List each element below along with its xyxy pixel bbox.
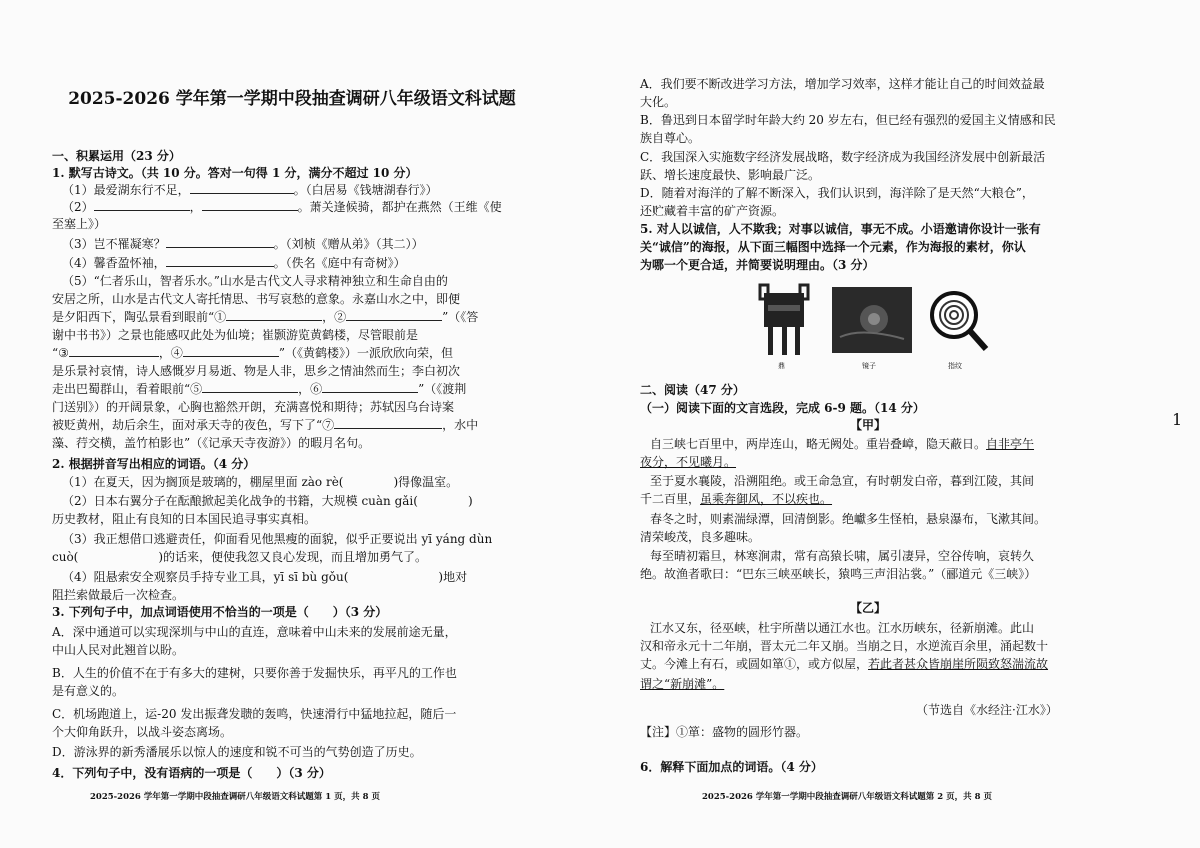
answer-blank[interactable]: [334, 417, 442, 429]
annotation-note: 【注】①箪：盛物的圆形竹器。: [640, 725, 809, 739]
text: 丈。今滩上有石，或圆如箪①，或方似屋，: [640, 657, 869, 671]
left-footer: 2025-2026 学年第一学期中段抽查调研八年级语文科试题第 1 页，共 8 页: [90, 792, 380, 802]
text: 是夕阳西下，陶弘景看到眼前“①: [52, 310, 227, 324]
question-5-cont2: 为哪一个更合适，并简要说明理由。（3 分）: [640, 258, 875, 272]
option-3a: A．深中通道可以实现深圳与中山的直连，意味着中山未来的发展前途无量，: [52, 625, 457, 639]
text: （5）“仁者乐山，智者乐水。”山水是古代文人寻求精神独立和生命自由的: [62, 274, 448, 288]
line-1-5f: 是乐景衬哀情，诗人感慨岁月易逝、物是人非，思乡之情油然而生；李白初次: [52, 364, 461, 378]
text: ”（《答: [442, 310, 479, 324]
question-2: 2. 根据拼音写出相应的词语。（4 分）: [52, 457, 256, 471]
ding-vessel-image: [758, 283, 810, 359]
question-5: 5. 对人以诚信，人不欺我；对事以诚信，事无不成。小语邀请你设计一张有: [640, 222, 1041, 236]
section-one-heading: 一、积累运用（23 分）: [52, 149, 181, 163]
text: cuò(: [52, 550, 79, 564]
yi-line-4: 谓之“新崩滩”。: [640, 677, 725, 691]
text: （2）日本右翼分子在酝酿掀起美化战争的书籍，大规模 cuàn gǎi(: [62, 494, 418, 508]
option-4d: D．随着对海洋的了解不断深入，我们认识到，海洋除了是天然“大粮仓”，: [640, 186, 1034, 200]
option-3a-cont: 中山人民对此翘首以盼。: [52, 643, 185, 657]
line-1-5g: [52, 381, 466, 398]
text: （4）馨香盈怀袖，: [62, 256, 166, 270]
answer-blank[interactable]: [322, 381, 418, 393]
yi-line-3: [640, 656, 1048, 673]
answer-blank[interactable]: [183, 345, 279, 357]
option-3c: C．机场跑道上，运-20 发出振聋发聩的轰鸣，快速滑行中猛地拉起，随后一: [52, 707, 457, 721]
text: )得像温室。: [393, 475, 459, 489]
caption-fingerprint: 指纹: [948, 362, 962, 370]
caption-ding: 鼎: [778, 362, 785, 370]
jia-line-5: [640, 511, 1046, 528]
answer-blank[interactable]: [190, 182, 294, 194]
section-two-heading: 二、阅读（47 分）: [640, 383, 745, 397]
question-3: 3. 下列句子中，加点词语使用不恰当的一项是（ ）（3 分）: [52, 605, 388, 619]
line-1-1: [52, 182, 438, 199]
text: 每至晴初霜旦，林寒涧肃，常有高猿长啸，属引凄异，空谷传响，哀转久: [650, 549, 1035, 563]
question-5-cont: 关“诚信”的海报，从下面三幅图中选择一个元素，作为海报的素材，你认: [640, 240, 1026, 254]
option-3c-cont: 个大仰角跃升，以战斗姿态离场。: [52, 725, 233, 739]
option-4a-cont: 大化。: [640, 95, 677, 109]
text: 自三峡七百里中，两岸连山，略无阙处。重岩叠嶂，隐天蔽日。: [650, 437, 987, 451]
jia-line-3: [640, 473, 1034, 490]
line-1-5b: 安居之所，山水是古代文人寄托情思、书写哀愁的意象。永嘉山水之中，即便: [52, 292, 461, 306]
line-2-3b: [52, 549, 427, 566]
line-1-5i: [52, 417, 478, 434]
text: 被贬黄州，劫后余生，面对承天寺的夜色，写下了“⑦: [52, 418, 335, 432]
line-2-1: [52, 474, 458, 491]
line-1-5h: 门送别》）的开阔景象，心胸也豁然开朗，充满喜悦和期待；苏轼因乌台诗案: [52, 400, 455, 414]
text: （2）: [62, 200, 94, 214]
text: 。（刘桢《赠从弟》（其二））: [273, 237, 424, 251]
answer-blank[interactable]: [166, 236, 274, 248]
fingerprint-magnifier-image: [926, 289, 990, 353]
text: ，②: [322, 310, 347, 324]
line-1-5c: [52, 309, 478, 326]
right-footer: 2025-2026 学年第一学期中段抽查调研八年级语文科试题第 2 页，共 8 页: [702, 792, 992, 802]
line-1-4: [52, 255, 406, 272]
mirror-image: [832, 287, 912, 353]
line-2-3: [52, 531, 492, 548]
right-page: [640, 0, 1100, 848]
left-page: [52, 0, 532, 848]
text: ，④: [158, 346, 183, 360]
jia-line-2: 夜分，不见曦月。: [640, 455, 737, 469]
text: ，: [189, 200, 202, 214]
option-4c-cont: 跃、增长速度最快、影响最广泛。: [640, 168, 821, 182]
text: （1）最爱湖东行不足，: [62, 183, 190, 197]
question-1: 1. 默写古诗文。（共 10 分。答对一句得 1 分，满分不超过 10 分）: [52, 166, 418, 180]
answer-blank[interactable]: [94, 199, 190, 211]
line-2-2: [52, 493, 473, 510]
text: 至于夏水襄陵，沿溯阻绝。或王命急宣，有时朝发白帝，暮到江陵，其间: [650, 474, 1035, 488]
jia-line-8: 绝。故渔者歌曰：“巴东三峡巫峡长，猿鸣三声泪沾裳。”（郦道元《三峡》）: [640, 567, 1037, 581]
line-1-5e: [52, 345, 453, 362]
option-4c: C．我国深入实施数字经济发展战略，数字经济成为我国经济发展中创新最活: [640, 150, 1046, 164]
jia-line-6: 清荣峻茂，良多趣味。: [640, 530, 761, 544]
option-3b: B．人生的价值不在于有多大的建树，只要你善于发掘快乐，再平凡的工作也: [52, 666, 457, 680]
jia-line-4: [640, 491, 832, 508]
line-1-2b: 至塞上》）: [52, 217, 107, 231]
page-edge-mark: 1: [1172, 410, 1183, 429]
caption-mirror: 镜子: [862, 362, 876, 370]
underlined-text: 若此者甚众皆崩崖所陨致怒湍流故: [868, 657, 1049, 671]
line-1-5d: 谢中书书》）之景也能感叹此处为仙境；崔颢游览黄鹤楼，尽管眼前是: [52, 328, 419, 342]
passage-jia-label: 【甲】: [850, 418, 887, 432]
line-2-4: [52, 569, 467, 586]
line-2-2b: 历史教材，阻止有良知的日本国民追寻事实真相。: [52, 512, 317, 526]
line-1-5j: 藻、荇交横，盖竹柏影也”（《记承天寺夜游》）的暇月名句。: [52, 436, 371, 450]
answer-blank[interactable]: [346, 309, 442, 321]
text: ”（《黄鹤楼》）一派欣欣向荣，但: [278, 346, 454, 360]
answer-blank[interactable]: [69, 345, 159, 357]
option-4a: A．我们要不断改进学习方法，增加学习效率，这样才能让自己的时间效益最: [640, 77, 1045, 91]
passage-yi-label: 【乙】: [850, 601, 887, 615]
yi-line-2: 汉和帝永元十二年崩，晋太元二年又崩。当崩之日，水逆流百余里，涌起数十: [640, 639, 1049, 653]
exam-title: 2025-2026 学年第一学期中段抽查调研八年级语文科试题: [68, 89, 516, 109]
text: 江水又东，径巫峡，杜宇所凿以通江水也。江水历峡东，径新崩滩。此山: [650, 621, 1035, 635]
jia-line-7: [640, 548, 1034, 565]
option-4b-cont: 族自尊心。: [640, 131, 701, 145]
answer-blank[interactable]: [202, 381, 298, 393]
jia-line-1: [640, 436, 1034, 453]
line-2-4b: 阻拦索做最后一次检查。: [52, 588, 185, 602]
text: )的话来，便使我忽又良心发现，而且增加勇气了。: [158, 550, 428, 564]
text: 。萧关逢候骑，都护在燕然（王维《使: [297, 200, 502, 214]
text: （1）在夏天，因为搁顶是玻璃的，棚屋里面 zào rè(: [62, 475, 344, 489]
option-4b: B．鲁迅到日本留学时年龄大约 20 岁左右，但已经有强烈的爱国主义情感和民: [640, 113, 1056, 127]
text: ): [467, 494, 473, 508]
answer-blank[interactable]: [226, 309, 322, 321]
text: ，水中: [442, 418, 479, 432]
question-6: 6．解释下面加点的词语。（4 分）: [640, 760, 823, 774]
line-1-5a: [52, 273, 448, 290]
text: （3）我正想借口逃避责任，仰面看见他黑瘦的面貌，似乎正要说出 yī yáng dùn: [62, 532, 493, 546]
yi-line-1: [640, 620, 1034, 637]
text: ”（《渡荆: [418, 382, 467, 396]
line-1-2: [52, 199, 502, 216]
option-3d: D．游泳界的新秀潘展乐以惊人的速度和锐不可当的气势创造了历史。: [52, 745, 422, 759]
text: )地对: [438, 570, 468, 584]
text: 千二百里，: [640, 492, 701, 506]
yi-source: （节选自《水经注·江水》）: [916, 703, 1058, 717]
answer-blank[interactable]: [202, 199, 298, 211]
text: 。（佚名《庭中有奇树》）: [273, 256, 406, 270]
underlined-text: 虽乘奔御风，不以疾也。: [700, 492, 833, 506]
text: “③: [52, 346, 69, 360]
text: 。（白居易《钱塘湖春行》）: [293, 183, 438, 197]
text: （3）岂不罹凝寒？: [62, 237, 166, 251]
text: 春冬之时，则素湍绿潭，回清倒影。绝巘多生怪柏，悬泉瀑布，飞漱其间。: [650, 512, 1047, 526]
text: ，⑥: [298, 382, 323, 396]
passage-instructions: （一）阅读下面的文言选段，完成 6-9 题。（14 分）: [640, 401, 925, 415]
option-4d-cont: 还贮藏着丰富的矿产资源。: [640, 204, 785, 218]
text: 走出巴蜀群山，看着眼前“⑤: [52, 382, 203, 396]
question-4: 4．下列句子中，没有语病的一项是（ ）（3 分）: [52, 766, 331, 780]
answer-blank[interactable]: [166, 255, 274, 267]
line-1-3: [52, 236, 424, 253]
poster-images: [758, 283, 998, 373]
option-3b-cont: 是有意义的。: [52, 684, 125, 698]
underlined-text: 自非亭午: [986, 437, 1035, 451]
text: （4）阻悬索安全观察员手持专业工具，yī sī bù gǒu(: [62, 570, 349, 584]
